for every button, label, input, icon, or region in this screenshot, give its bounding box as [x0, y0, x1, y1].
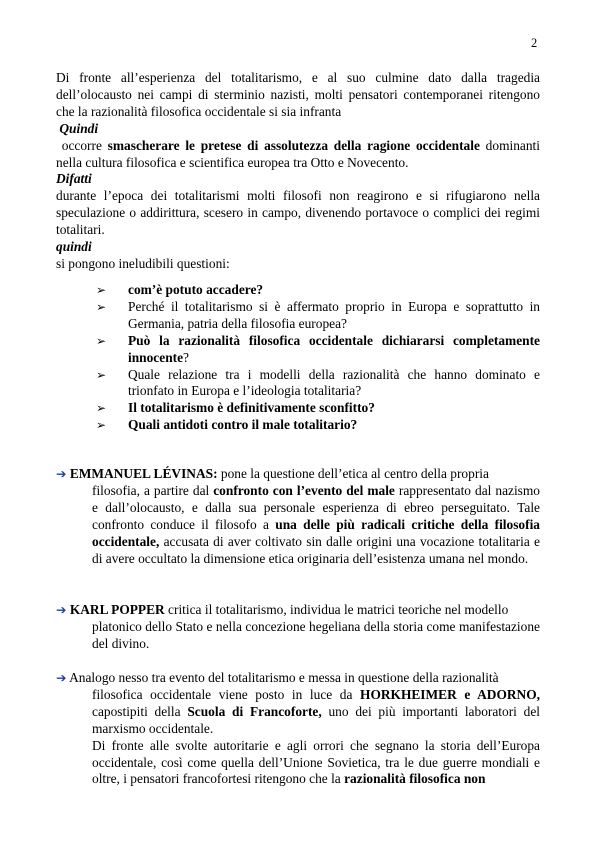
- right-arrow-icon: ➔: [56, 602, 67, 617]
- bullet-arrow-icon: ➢: [96, 401, 107, 416]
- bullet-arrow-icon: ➢: [96, 367, 107, 382]
- intro-paragraph-4: si pongono ineludibili questioni:: [56, 255, 230, 271]
- list-item: ➢ Quale relazione tra i modelli della razionalità che hanno dominato e trionfato in Europa e l’ideologia totalitaria?: [96, 366, 540, 399]
- list-item: ➢ Il totalitarismo è definitivamente sconfitto?: [96, 400, 375, 416]
- levinas-name: EMMANUEL LÉVINAS:: [69, 466, 218, 481]
- right-arrow-icon: ➔: [56, 670, 67, 685]
- popper-name: KARL POPPER: [69, 602, 165, 617]
- levinas-section: ➔ EMMANUEL LÉVINAS: pone la questione dell’etica al centro della propria filosofia, a partire dal confronto con l’evento del male rappresentato dal nazismo e dall’olocausto, e dalla sua personale esperienza di ebreo perseguitato. Tale confronto conduce il filosofo a una delle più radicali critiche della filosofia occidentale, accusata di aver coltivato sin dalle origini una vocazione totalitaria e di avere occultato la dimensione etica originaria dell’esistenza umana nel mondo.: [56, 466, 540, 566]
- keyword-quindi: Quindi: [59, 120, 99, 136]
- bullet-arrow-icon: ➢: [96, 299, 107, 314]
- frankfurt-section: ➔ Analogo nesso tra evento del totalitarismo e messa in questione della razionalità filosofica occidentale viene posto in luce da HORKHEIMER e ADORNO, capostipiti della Scuola di Francoforte, uno dei più importanti laboratori del marxismo occidentale. Di fronte alle svolte autoritarie e agli orrori che segnano la storia dell’Europa occidentale, così come quella dell’Unione Sovietica, tra le due guerre mondiali e oltre, i pensatori francofortesi ritengono che la razionalità filosofica non: [56, 670, 540, 787]
- bullet-arrow-icon: ➢: [96, 418, 107, 433]
- list-item: ➢ Può la razionalità filosofica occidentale dichiararsi completamente innocente?: [96, 332, 540, 365]
- list-item: ➢ com’è potuto accadere?: [96, 282, 264, 297]
- right-arrow-icon: ➔: [56, 466, 67, 481]
- intro-paragraph-2: occorre smascherare le pretese di assolutezza della ragione occidentale dominanti nella cultura filosofica e scientifica europea tra Otto e Novecento.: [56, 137, 540, 170]
- list-item: ➢ Quali antidoti contro il male totalitario?: [96, 417, 358, 433]
- bullet-arrow-icon: ➢: [96, 283, 107, 297]
- page-number: 2: [531, 36, 538, 50]
- bullet-arrow-icon: ➢: [96, 333, 107, 348]
- intro-section: [56, 70, 540, 273]
- questions-list: [96, 282, 540, 434]
- list-item: ➢ Perché il totalitarismo si è affermato proprio in Europa e soprattutto in Germania, patria della filosofia europea?: [96, 298, 540, 331]
- intro-paragraph-1: Di fronte all’esperienza del totalitarismo, e al suo culmine dato dalla tragedia dell’olocausto nei campi di sterminio nazisti, molti pensatori contemporanei ritengono che la razionalità filosofica occidentale si sia infranta: [56, 70, 540, 119]
- keyword-quindi-lower: quindi: [56, 239, 92, 255]
- intro-paragraph-3: durante l’epoca dei totalitarismi molti filosofi non reagirono e si rifugiarono nella speculazione o addirittura, scesero in campo, divenendo portavoce o complici dei regimi totalitari.: [56, 188, 540, 238]
- keyword-difatti: Difatti: [56, 171, 92, 187]
- popper-section: ➔ KARL POPPER critica il totalitarismo, individua le matrici teoriche nel modello platonico dello Stato e nella concezione hegeliana della storia come manifestazione del divino.: [56, 602, 540, 651]
